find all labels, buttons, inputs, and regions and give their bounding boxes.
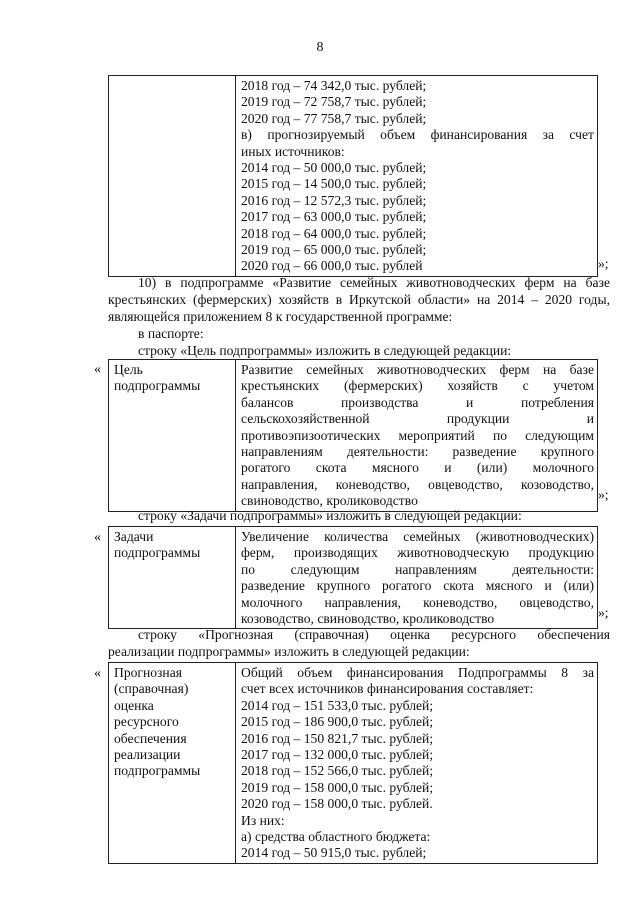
tasks-line: ферм, производящих животноводческую продукцию	[241, 545, 594, 561]
intro-forecast-line2: реализации подпрограммы» изложить в следующей редакции:	[108, 644, 470, 659]
goal-line: направления, коневодство, овцеводство, козоводство,	[241, 476, 594, 492]
intro-forecast-line1: строку «Прогнозная (справочная) оценка ресурсного обеспечения	[138, 627, 610, 642]
forecast-label: ресурсного	[114, 714, 179, 730]
forecast-line: 2015 год – 186 900,0 тыс. рублей;	[241, 714, 434, 730]
top-line: в) прогнозируемый объем финансирования за счет	[241, 127, 594, 143]
forecast-label: оценка	[114, 697, 154, 713]
top-line: 2019 год – 72 758,7 тыс. рублей;	[241, 94, 427, 110]
forecast-table	[108, 662, 598, 864]
tasks-label: Задачи	[114, 529, 154, 544]
top-table-closing: »;	[598, 256, 609, 271]
forecast-label: реализации	[114, 747, 181, 763]
forecast-line: 2014 год – 50 915,0 тыс. рублей;	[241, 845, 427, 861]
goal-line: балансов производства и потребления	[241, 394, 594, 410]
forecast-line: а) средства областного бюджета:	[241, 829, 431, 845]
top-line: 2018 год – 74 342,0 тыс. рублей;	[241, 78, 427, 93]
forecast-label: подпрограммы	[114, 763, 201, 779]
tasks-line: разведение крупного рогатого скота мясного и (или)	[241, 578, 594, 594]
goal-line: противоэпизоотических мероприятий по следующим	[241, 427, 594, 443]
goal-line: Развитие семейных животноводческих ферм на базе	[241, 362, 594, 377]
top-line: 2020 год – 66 000,0 тыс. рублей	[241, 258, 423, 274]
goal-closing: »;	[598, 487, 609, 502]
forecast-line: 2018 год – 152 566,0 тыс. рублей;	[241, 763, 434, 779]
intro-goal-text: строку «Цель подпрограммы» изложить в следующей редакции:	[138, 343, 512, 358]
forecast-line: 2014 год – 151 533,0 тыс. рублей;	[241, 697, 434, 713]
tasks-line: козоводство, свиноводство, кролиководство	[241, 611, 495, 627]
forecast-line: Общий объем финансирования Подпрограммы 8 за	[241, 665, 594, 680]
intro-tasks-text: строку «Задачи подпрограммы» изложить в следующей редакции:	[138, 508, 522, 523]
forecast-content-cell	[236, 663, 598, 864]
forecast-line: 2016 год – 150 821,7 тыс. рублей;	[241, 730, 434, 746]
goal-content-cell	[236, 360, 598, 512]
goal-label: подпрограммы	[114, 378, 201, 394]
forecast-label: обеспечения	[114, 730, 187, 746]
para10-line3: являющейся приложением 8 к государственной программе:	[108, 309, 453, 324]
tasks-line: Увеличение количества семейных (животноводческих)	[241, 529, 594, 544]
goal-line: направлениям деятельности: разведение крупного	[241, 444, 594, 460]
top-line: иных источников:	[241, 143, 345, 159]
tasks-table	[108, 526, 598, 629]
tasks-line: молочного направления, коневодство, овцеводство,	[241, 594, 594, 610]
top-table-content-cell	[236, 76, 598, 277]
goal-line: свиноводство, кролиководство	[241, 493, 418, 509]
top-line: 2018 год – 64 000,0 тыс. рублей;	[241, 225, 427, 241]
goal-line: крестьянских (фермерских) хозяйств с учетом	[241, 378, 594, 394]
tasks-line: по следующим направлениям деятельности:	[241, 561, 594, 577]
top-line: 2014 год – 50 000,0 тыс. рублей;	[241, 160, 427, 176]
goal-label: Цель	[114, 362, 143, 377]
forecast-line: Из них:	[241, 812, 285, 828]
goal-table	[108, 359, 598, 512]
top-line: 2019 год – 65 000,0 тыс. рублей;	[241, 242, 427, 258]
para10-line1: 10) в подпрограмме «Развитие семейных животноводческих ферм на базе	[138, 275, 610, 290]
tasks-label-cell	[109, 527, 236, 629]
top-line: 2015 год – 14 500,0 тыс. рублей;	[241, 176, 427, 192]
in-passport-text: в паспорте:	[138, 326, 204, 341]
forecast-line: 2020 год – 158 000,0 тыс. рублей.	[241, 796, 433, 812]
forecast-line: счет всех источников финансирования составляет:	[241, 681, 534, 697]
goal-line: сельскохозяйственной продукции и	[241, 411, 594, 427]
tasks-closing: »;	[598, 605, 609, 620]
forecast-label: Прогнозная	[114, 665, 182, 680]
top-line: 2016 год – 12 572,3 тыс. рублей;	[241, 192, 427, 208]
page-number: 8	[316, 40, 324, 55]
top-line: 2020 год – 77 758,7 тыс. рублей;	[241, 110, 427, 126]
tasks-open-quote: «	[94, 530, 101, 545]
top-line: 2017 год – 63 000,0 тыс. рублей;	[241, 209, 427, 225]
forecast-label-cell	[109, 663, 236, 864]
goal-label-cell	[109, 360, 236, 512]
goal-line: рогатого скота мясного и (или) молочного	[241, 460, 594, 476]
tasks-content-cell	[236, 527, 598, 629]
forecast-line: 2017 год – 132 000,0 тыс. рублей;	[241, 747, 434, 763]
forecast-label: (справочная)	[114, 681, 189, 697]
forecast-line: 2019 год – 158 000,0 тыс. рублей;	[241, 779, 434, 795]
tasks-label: подпрограммы	[114, 545, 201, 561]
forecast-open-quote: «	[94, 666, 101, 681]
goal-open-quote: «	[94, 362, 101, 377]
para10-line2: крестьянских (фермерских) хозяйств в Иркутской области» на 2014 – 2020 годы,	[108, 292, 610, 307]
top-funding-table	[108, 75, 598, 277]
top-table-label-cell	[109, 76, 236, 277]
